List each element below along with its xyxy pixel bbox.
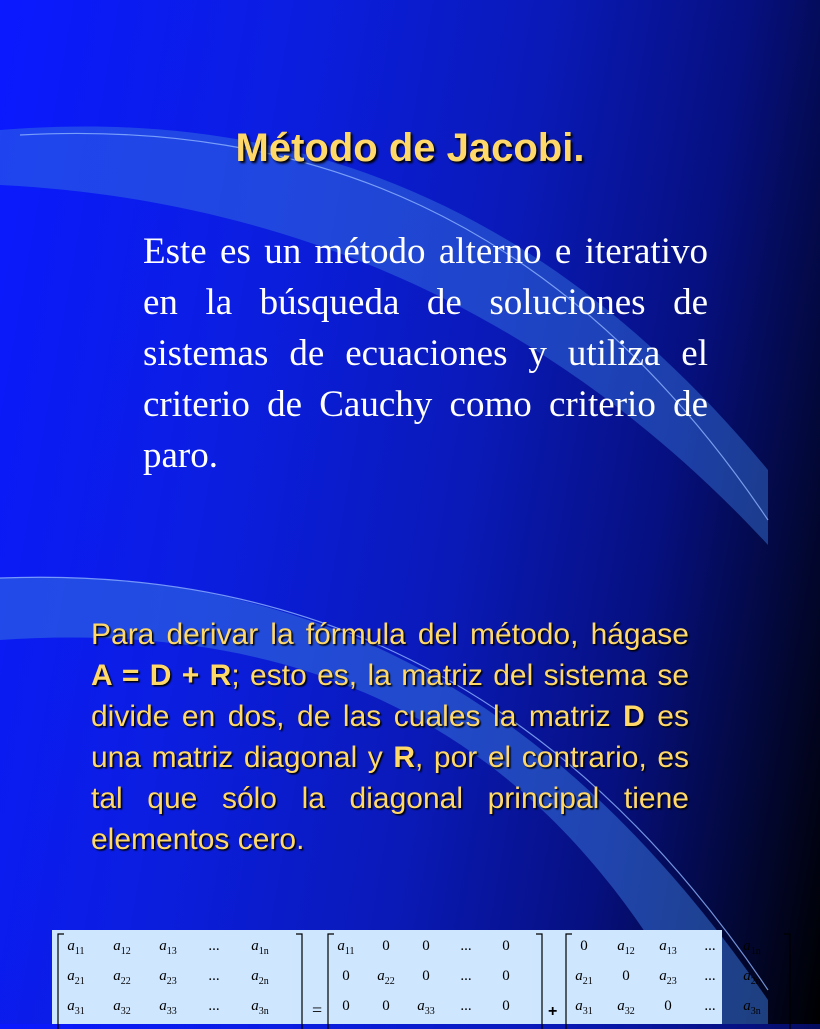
matrix-equation-svg bbox=[52, 930, 761, 1024]
matrix-r-left-bracket bbox=[566, 934, 572, 1029]
matrix-a-entry: $a_{31}$ bbox=[67, 998, 85, 1017]
matrix-d-entry: 0 bbox=[502, 998, 510, 1014]
matrix-d-left-bracket bbox=[328, 934, 334, 1029]
matrix-r-entry: $a_{23}$ bbox=[659, 968, 677, 987]
matrix-equation bbox=[52, 930, 761, 1024]
matrix-a-entry: ... bbox=[208, 938, 220, 954]
matrix-d-entry: 0 bbox=[422, 968, 430, 984]
matrix-d-entry: ... bbox=[460, 998, 472, 1014]
matrix-d-entry: ... bbox=[460, 968, 472, 984]
derivation-text-2: ; esto es, la matriz del sistema se divide en dos, de las cuales la matriz bbox=[91, 659, 690, 733]
matrix-r-entry: $a_{32}$ bbox=[617, 998, 635, 1017]
matrix-d-entry: 0 bbox=[422, 938, 430, 954]
matrix-r-entry: 0 bbox=[664, 998, 672, 1014]
derivation-text-4: , por el contrario, es tal que sólo la diagonal principal tiene elementos cero. bbox=[91, 741, 690, 856]
matrix-a-left-bracket bbox=[58, 934, 64, 1029]
matrix-a-right-bracket bbox=[296, 934, 302, 1029]
derivation-paragraph bbox=[91, 614, 689, 860]
intro-paragraph: Este es un método alterno e iterativo en la búsqueda de soluciones de sistemas de ecuaciones y utiliza el criterio de Cauchy como criterio de paro. bbox=[143, 231, 708, 476]
matrix-d-entry: 0 bbox=[342, 998, 350, 1014]
matrix-r-entry: 0 bbox=[580, 938, 588, 954]
matrix-a-entry: ... bbox=[208, 968, 220, 984]
equation-text: A = D + R bbox=[91, 659, 232, 692]
matrix-r-label: R bbox=[393, 741, 416, 774]
matrix-d-right-bracket bbox=[536, 934, 542, 1029]
matrix-r-right-bracket bbox=[784, 934, 790, 1029]
matrix-d-entry: 0 bbox=[502, 938, 510, 954]
equals-sign: = bbox=[312, 1000, 323, 1020]
matrix-r-entry: 0 bbox=[622, 968, 630, 984]
plus-sign: + bbox=[548, 1003, 558, 1020]
matrix-r-entry: $a_{3n}$ bbox=[743, 998, 761, 1017]
matrix-r-entry: ... bbox=[704, 938, 716, 954]
matrix-a-entry: $a_{22}$ bbox=[113, 968, 131, 987]
matrix-r-entry: $a_{12}$ bbox=[617, 938, 635, 957]
matrix-d-entry: 0 bbox=[382, 938, 390, 954]
matrix-r-entry: ... bbox=[704, 968, 716, 984]
matrix-a-entry: $a_{1n}$ bbox=[251, 938, 269, 957]
matrix-a-entry: $a_{33}$ bbox=[159, 998, 177, 1017]
matrix-d-entry: 0 bbox=[502, 968, 510, 984]
matrix-d-entry: $a_{33}$ bbox=[417, 998, 435, 1017]
matrix-a-entry: ... bbox=[208, 998, 220, 1014]
matrix-a-entry: $a_{11}$ bbox=[67, 938, 85, 957]
matrix-a-entry: $a_{21}$ bbox=[67, 968, 85, 987]
matrix-r-entry: $a_{1n}$ bbox=[743, 938, 761, 957]
matrix-r-entry: $a_{2n}$ bbox=[743, 968, 761, 987]
matrix-a-entry: $a_{23}$ bbox=[159, 968, 177, 987]
matrix-d-entry: $a_{22}$ bbox=[377, 968, 395, 987]
matrix-d-entry: ... bbox=[460, 938, 472, 954]
matrix-a-entry: $a_{12}$ bbox=[113, 938, 131, 957]
matrix-d-label: D bbox=[623, 700, 645, 733]
slide-title: Método de Jacobi. bbox=[235, 126, 585, 170]
derivation-text-3: es una matriz diagonal y bbox=[91, 700, 689, 774]
matrix-r-entry: $a_{21}$ bbox=[575, 968, 593, 987]
matrix-d-entry: 0 bbox=[382, 998, 390, 1014]
matrix-d-entry: $a_{11}$ bbox=[337, 938, 355, 957]
matrix-r-entry: ... bbox=[704, 998, 716, 1014]
matrix-a-entry: $a_{13}$ bbox=[159, 938, 177, 957]
derivation-text-1: Para derivar la fórmula del método, hágase bbox=[91, 618, 689, 651]
matrix-a-entry: $a_{3n}$ bbox=[251, 998, 269, 1017]
matrix-a-entry: $a_{2n}$ bbox=[251, 968, 269, 987]
matrix-r-entry: $a_{31}$ bbox=[575, 998, 593, 1017]
matrix-r-entry: $a_{13}$ bbox=[659, 938, 677, 957]
matrix-d-entry: 0 bbox=[342, 968, 350, 984]
matrix-a-entry: $a_{32}$ bbox=[113, 998, 131, 1017]
